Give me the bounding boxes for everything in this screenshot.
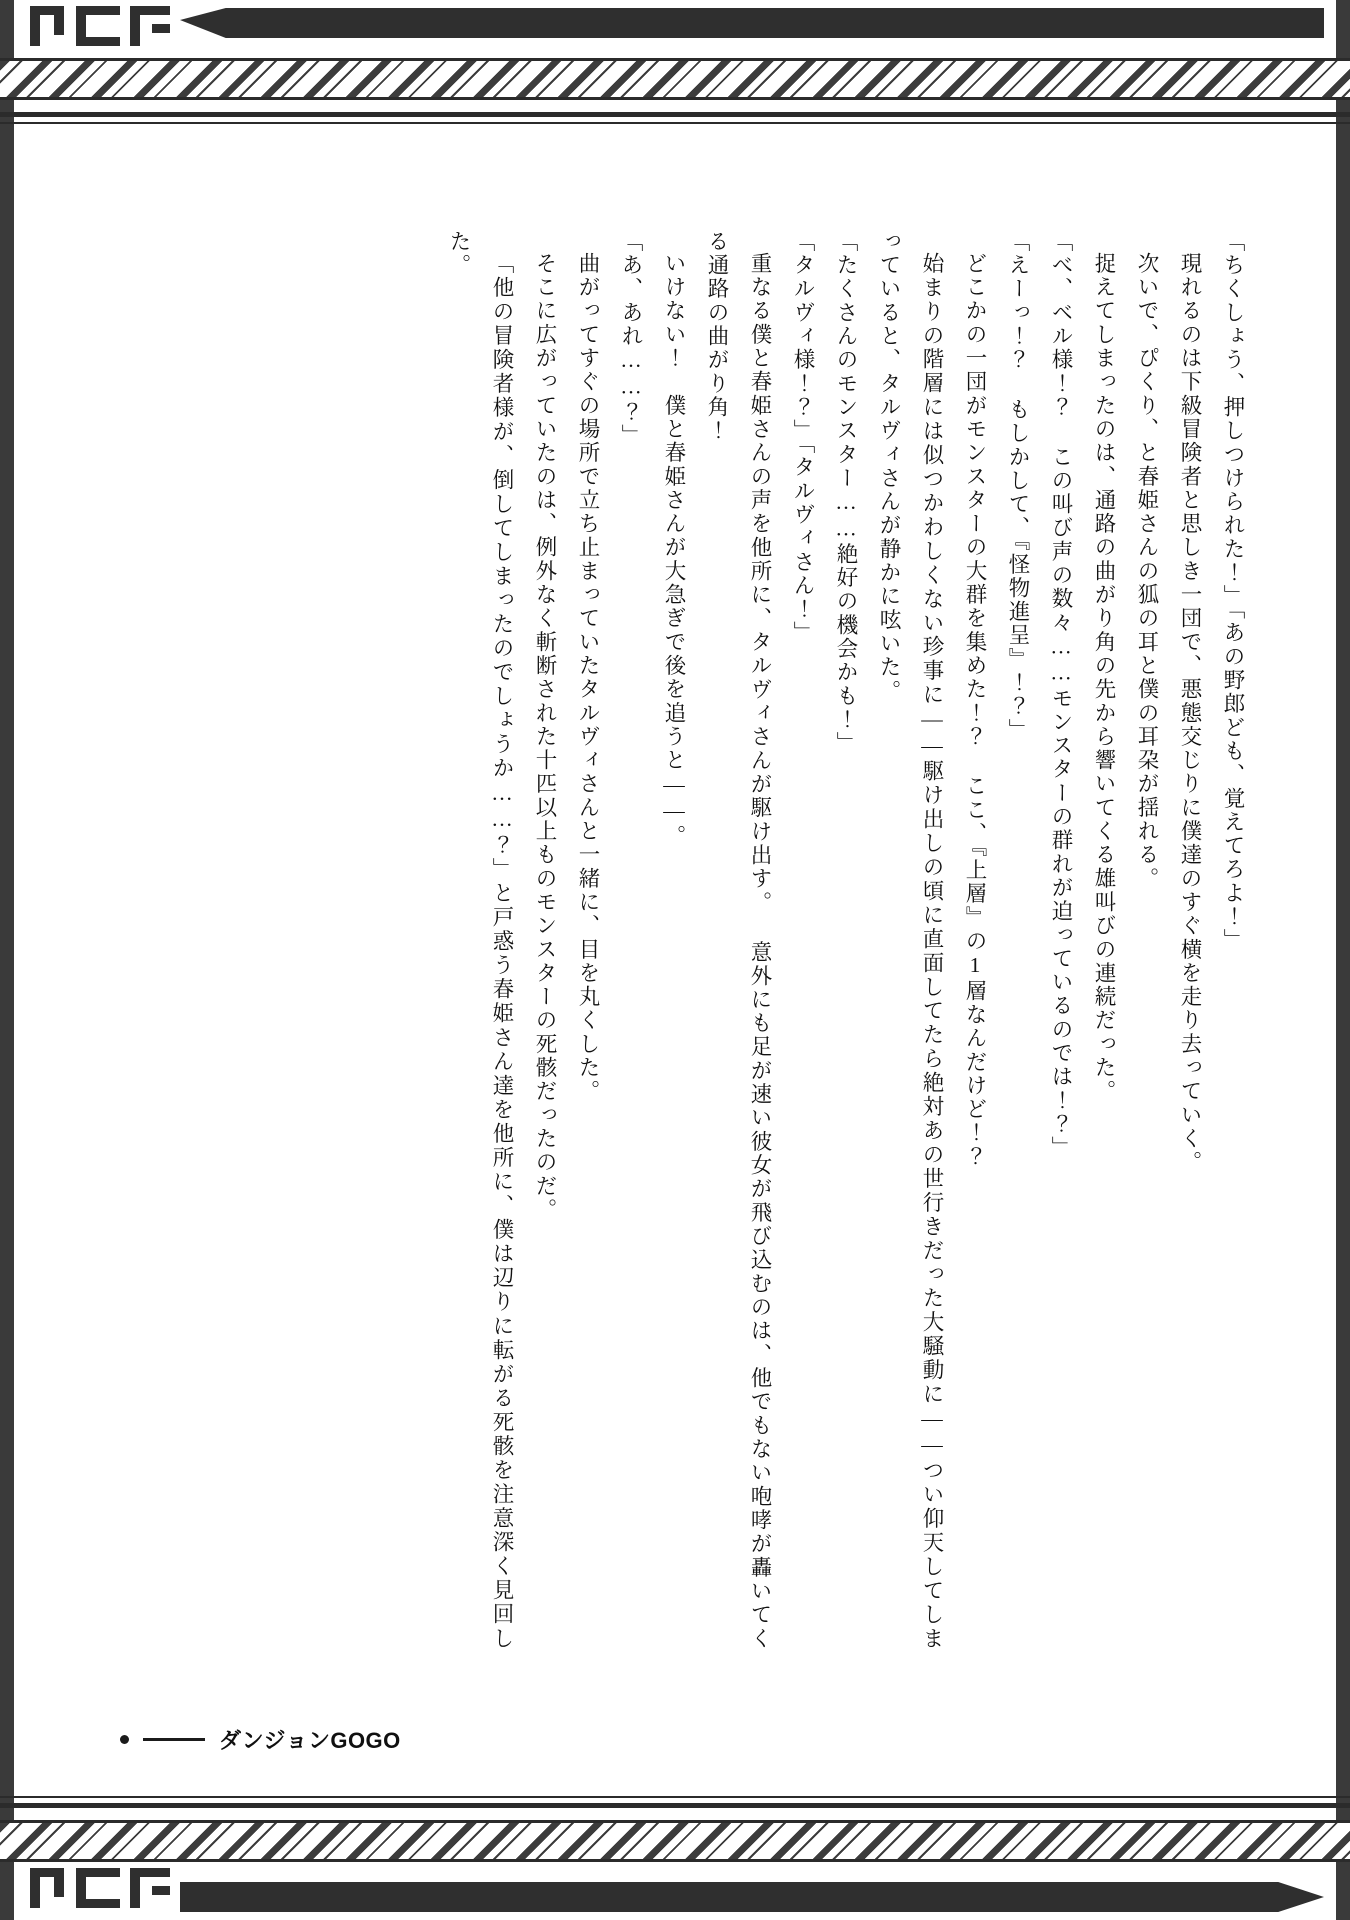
paragraph: 捉えてしまったのは、通路の曲がり角の先から響いてくる雄叫びの連続だった。 [1092, 251, 1116, 1103]
corner-glyph-top-left [30, 6, 170, 52]
top-rule [0, 112, 1350, 117]
paragraph: 「たくさんのモンスター……絶好の機会かも！」 [834, 230, 858, 756]
corner-glyph-bottom-left [30, 1868, 170, 1914]
paragraph: 「他の冒険者様が、倒してしまったのでしょうか……？」と戸惑う春姫さん達を他所に、僕は辺りに転がる死骸を注意深く見回した。 [447, 230, 514, 1650]
header-wedge [180, 8, 1324, 38]
footer-title-text: ダンジョンGOGO [219, 1728, 401, 1753]
bottom-thin-rule [0, 1796, 1350, 1798]
bottom-ornament-band [0, 1820, 1350, 1862]
paragraph: どこかの一団がモンスターの大群を集めた！？ ここ、『上層』の1層なんだけど！？ [963, 251, 987, 1169]
paragraph: 「べ、ベル様！？ この叫び声の数々……モンスターの群れが迫っているのでは！？」 [1049, 230, 1073, 1160]
paragraph: 「タルヴィ様！？」「タルヴィさん！」 [791, 230, 815, 645]
footer-rule-icon [143, 1738, 205, 1741]
paragraph: 「ちくしょう、押しつけられた！」「あの野郎ども、覚えてろよ！」 [1221, 230, 1245, 953]
bottom-rule [0, 1803, 1350, 1808]
top-thin-rule [0, 122, 1350, 124]
novel-body-text [96, 230, 1254, 1650]
paragraph: 「えーっ！？ もしかして、『怪物進呈』！？」 [1006, 230, 1030, 743]
footer-running-title [120, 1724, 401, 1755]
paragraph: 始まりの階層には似つかわしくない珍事に――駆け出しの頃に直面してたら絶対あの世行きだった大騒動に――つい仰天してしまっていると、タルヴィさんが静かに呟いた。 [877, 230, 944, 1650]
top-ornament-band [0, 58, 1350, 100]
paragraph: 現れるのは下級冒険者と思しき一団で、悪態交じりに僕達のすぐ横を走り去っていく。 [1178, 251, 1202, 1174]
paragraph: そこに広がっていたのは、例外なく斬断された十匹以上ものモンスターの死骸だったのだ。 [533, 251, 557, 1222]
left-border-bar [0, 0, 14, 1920]
footer-bullet-icon [120, 1735, 129, 1744]
paragraph: 「あ、あれ……？」 [619, 230, 643, 448]
paragraph: 次いで、ぴくり、と春姫さんの狐の耳と僕の耳朶が揺れる。 [1135, 251, 1159, 891]
right-border-bar [1336, 0, 1350, 1920]
paragraph: いけない！ 僕と春姫さんが大急ぎで後を追うと――。 [662, 251, 686, 848]
paragraph: 曲がってすぐの場所で立ち止まっていたタルヴィさんと一緒に、目を丸くした。 [576, 251, 600, 1103]
paragraph: 重なる僕と春姫さんの声を他所に、タルヴィさんが駆け出す。 意外にも足が速い彼女が飛び込むのは、他でもない咆哮が轟いてくる通路の曲がり角！ [705, 230, 772, 1650]
footer-wedge [180, 1882, 1324, 1912]
